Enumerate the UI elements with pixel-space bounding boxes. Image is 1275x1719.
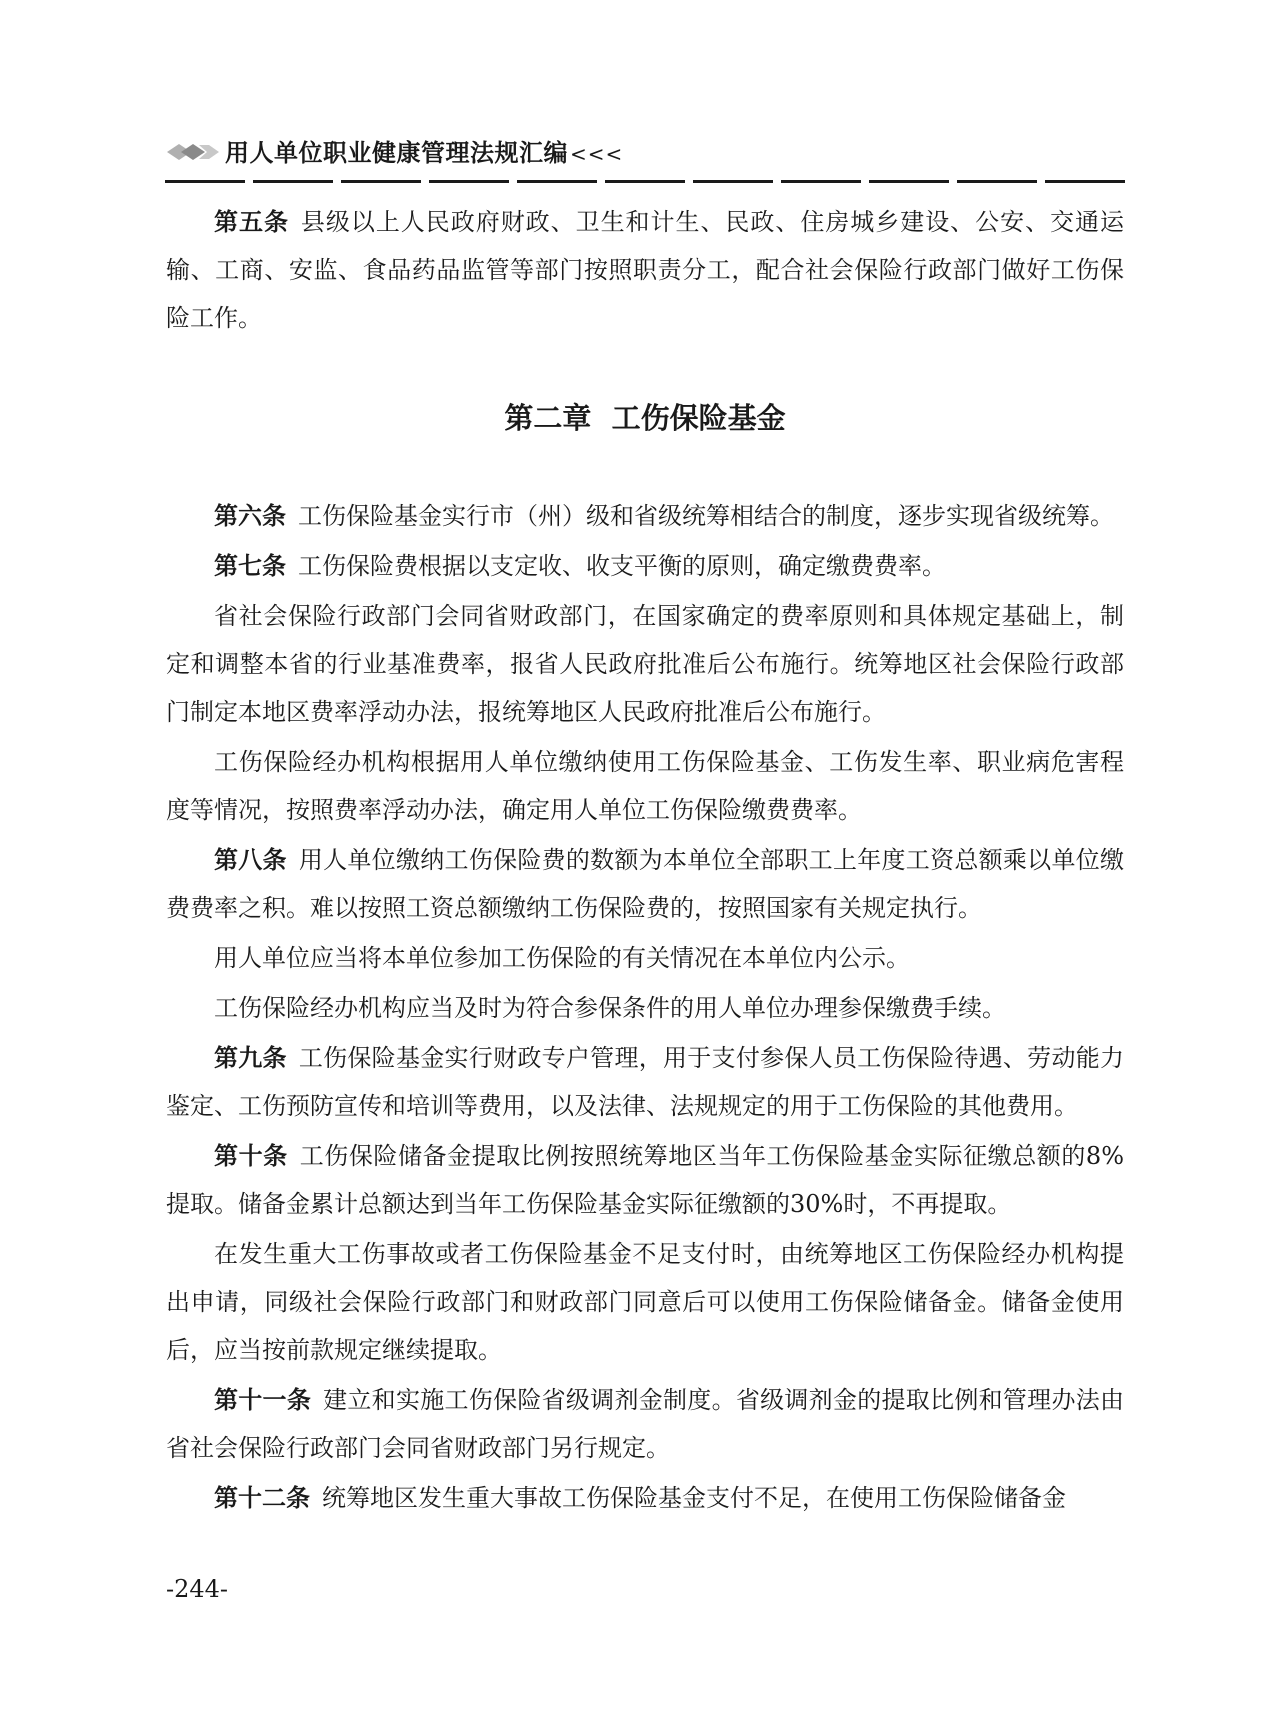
page-number: -244- xyxy=(166,1575,229,1603)
article-text: 县级以上人民政府财政、卫生和计生、民政、住房城乡建设、公安、交通运输、工商、安监、食品药品监管等部门按照职责分工，配合社会保险行政部门做好工伤保险工作。 xyxy=(166,208,1125,332)
article-paragraph xyxy=(166,542,1124,590)
paragraph-text: 省社会保险行政部门会同省财政部门，在国家确定的费率原则和具体规定基础上，制定和调整本省的行业基准费率，报省人民政府批准后公布施行。统筹地区社会保险行政部门制定本地区费率浮动办法，报统筹地区人民政府批准后公布施行。 xyxy=(166,602,1124,726)
paragraph-text: 在发生重大工伤事故或者工伤保险基金不足支付时，由统筹地区工伤保险经办机构提出申请，同级社会保险行政部门和财政部门同意后可以使用工伤保险储备金。储备金使用后，应当按前款规定继续提取。 xyxy=(166,1240,1124,1364)
article-number: 第六条 xyxy=(214,502,286,530)
chapter-number: 第二章 xyxy=(504,401,592,435)
article-paragraph xyxy=(166,1376,1124,1472)
article-text: 工伤保险基金实行财政专户管理，用于支付参保人员工伤保险待遇、劳动能力鉴定、工伤预防宣传和培训等费用，以及法律、法规规定的用于工伤保险的其他费用。 xyxy=(166,1044,1125,1120)
paragraph xyxy=(166,738,1124,834)
article-text: 工伤保险费根据以支定收、收支平衡的原则，确定缴费费率。 xyxy=(298,552,946,580)
article-number: 第五条 xyxy=(214,208,289,236)
paragraph xyxy=(166,984,1124,1032)
article-number: 第九条 xyxy=(214,1044,287,1072)
header-rule xyxy=(165,180,1125,183)
article-text: 工伤保险储备金提取比例按照统筹地区当年工伤保险基金实际征缴总额的8%提取。储备金累计总额达到当年工伤保险基金实际征缴额的30%时，不再提取。 xyxy=(166,1142,1125,1218)
paragraph-text: 用人单位应当将本单位参加工伤保险的有关情况在本单位内公示。 xyxy=(214,944,910,972)
article-text: 用人单位缴纳工伤保险费的数额为本单位全部职工上年度工资总额乘以单位缴费费率之积。难以按照工资总额缴纳工伤保险费的，按照国家有关规定执行。 xyxy=(166,846,1125,922)
double-diamond-arrow-icon xyxy=(165,141,223,163)
article-text: 建立和实施工伤保险省级调剂金制度。省级调剂金的提取比例和管理办法由省社会保险行政部门会同省财政部门另行规定。 xyxy=(166,1386,1125,1462)
paragraph xyxy=(166,934,1124,982)
article-number: 第七条 xyxy=(214,552,286,580)
article-text: 工伤保险基金实行市（州）级和省级统筹相结合的制度，逐步实现省级统筹。 xyxy=(298,502,1114,530)
chapter-title: 工伤保险基金 xyxy=(611,401,786,435)
article-paragraph xyxy=(166,1474,1124,1522)
article-paragraph xyxy=(166,836,1124,932)
paragraph xyxy=(166,1230,1124,1374)
article-number: 第八条 xyxy=(214,846,287,874)
header-chevrons: <<< xyxy=(570,142,624,166)
running-header xyxy=(165,136,1125,176)
article-number: 第十一条 xyxy=(214,1386,312,1414)
page-content xyxy=(166,198,1124,1524)
article-text: 统筹地区发生重大事故工伤保险基金支付不足，在使用工伤保险储备金 xyxy=(322,1484,1066,1512)
article-paragraph xyxy=(166,198,1124,342)
article-paragraph xyxy=(166,1132,1124,1228)
paragraph-text: 工伤保险经办机构应当及时为符合参保条件的用人单位办理参保缴费手续。 xyxy=(214,994,1006,1022)
paragraph xyxy=(166,592,1124,736)
chapter-heading xyxy=(166,398,1124,438)
book-title: 用人单位职业健康管理法规汇编 <<< xyxy=(225,139,624,167)
article-number: 第十条 xyxy=(214,1142,288,1170)
paragraph-text: 工伤保险经办机构根据用人单位缴纳使用工伤保险基金、工伤发生率、职业病危害程度等情况，按照费率浮动办法，确定用人单位工伤保险缴费费率。 xyxy=(166,748,1124,824)
article-paragraph xyxy=(166,492,1124,540)
article-number: 第十二条 xyxy=(214,1484,310,1512)
article-paragraph xyxy=(166,1034,1124,1130)
